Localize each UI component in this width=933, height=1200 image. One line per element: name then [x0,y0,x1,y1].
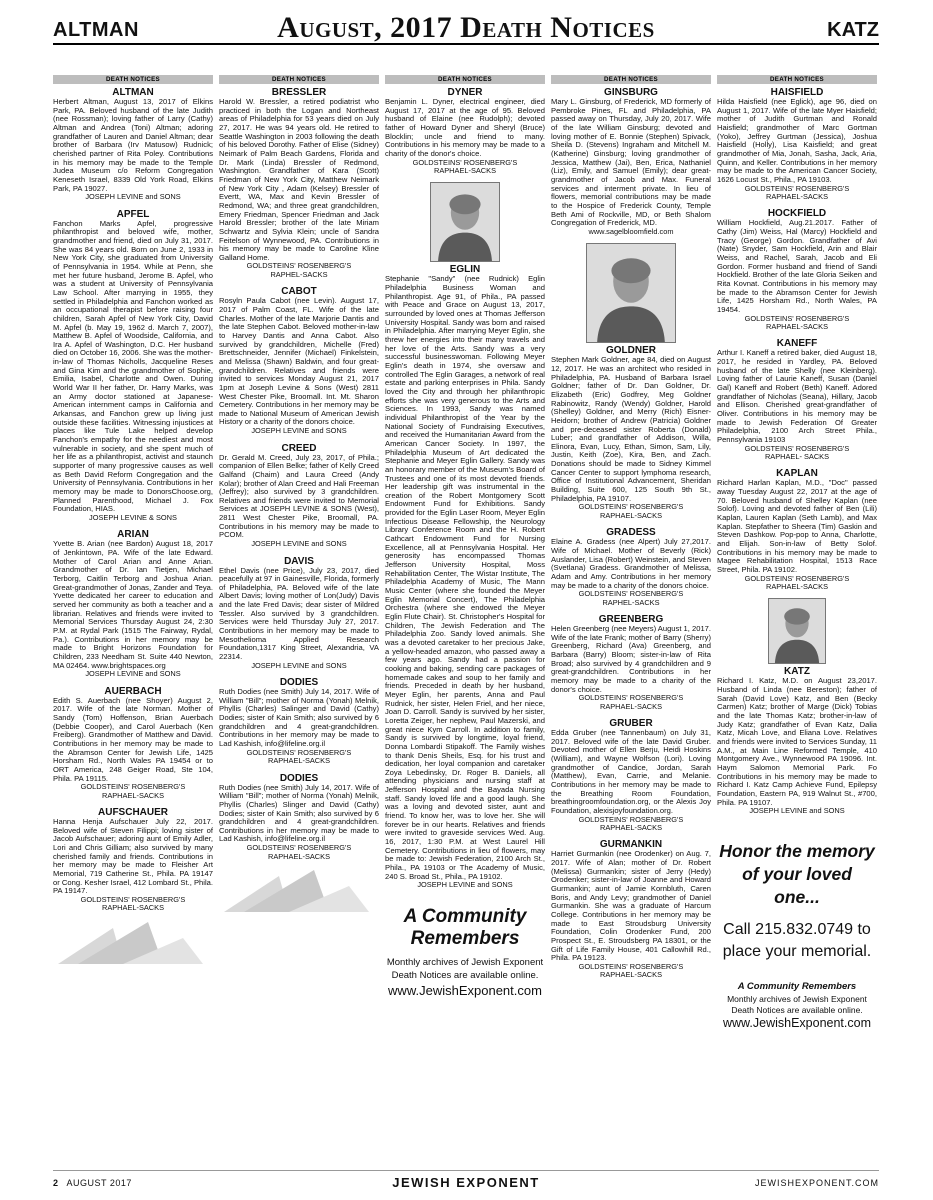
ad-call-to-action: Call 215.832.0749 to place your memorial. [722,920,872,960]
death-notice-haisfield [717,87,877,201]
notice-name: DODIES [279,677,319,689]
notice-name: DYNER [447,87,483,98]
funeral-home: JOSEPH LEVINE & SONS [89,512,177,522]
notice-text: Edith S. Auerbach (nee Shoyer) August 2, 2017. Wife of the late Norman. Mother of Sandy (Tom) Hoffenson, Brian Auerbach (Debbie Cooper), and Carol Auerbach (Ken Freiberg). Grandmother of Matthew and David. Contributions in her memory may be made to the Abramson Center for Jewish Life, 1425 Horsham Rd., North Wales PA 19454 or to ORT America, 248 Geiger Road, Ste 104, Phila. PA 19115. [53,695,213,783]
ad-subtext: Monthly archives of Jewish Exponent Death Notices are available online. [727,994,867,1016]
page-footer [53,1170,879,1188]
death-notice-ginsburg [551,87,711,236]
notice-name: AUERBACH [104,685,162,697]
page-number: 2 [53,1178,59,1188]
death-notice-arian [53,529,213,678]
notice-name: GINSBURG [604,87,658,98]
funeral-home: RAPHAEL-SACKS [267,756,331,766]
masthead [53,11,879,45]
portrait-photo [430,182,500,262]
funeral-home: RAPHAEL-SACKS [599,701,663,711]
death-notice-cabot [219,286,379,435]
notice-text: Harriet Gurmankin (nee Orodenker) on Aug. 7, 2017. Wife of Alan; mother of Dr. Robert (Melissa) Gurmankin; sister of Jerry (Hedy) Orodenker; sister-in-law of Joanne and Howard Gurmankin; aunt of Jamie Kornbluth, Caren Boris, and Andy Levy; grandmother of Daniel Gurmankin. She was a graduate of Harcum College. Contributions in her memory may be made to East Stroudsburg University Foundation, Colin Orodenker Fund, 200 Prospect St., E. Stroudsberg PA 18301, or the Gift of Life Family House, 401 Callowhill Rd., Phila. PA 19123. [551,849,711,963]
funeral-home: RAPHAEL-SACKS [267,851,331,861]
notice-text: Elaine A. Gradess (nee Alpert) July 27,2017. Wife of Michael. Mother of Beverly (Rick) Auslander, Lisa (Robert) Weinstein, and Steven (Svetlana) Gradess. Grandmother of Melissa, Adam and Amy. Contributions in her memory may be made to a charity of the donors choice. [551,537,711,590]
funeral-home: GOLDSTEINS' ROSENBERG'S [80,894,186,904]
death-notice-bressler [219,87,379,279]
funeral-home: JOSEPH LEVINE and SONS [251,426,347,436]
notice-name: HAISFIELD [770,87,824,98]
funeral-home: RAPHAEL-SACKS [765,322,829,331]
death-notice-auerbach [53,686,213,800]
funeral-home: GOLDSTEINS' ROSENBERG'S [744,183,850,193]
funeral-home: RAPHAEL-SACKS [101,903,165,913]
funeral-home: JOSEPH LEVINE and SONS [749,806,845,816]
funeral-home: GOLDSTEINS' ROSENBERG'S [578,589,684,599]
funeral-home: JOSEPH LEVINE and SONS [417,880,513,890]
funeral-home: JOSEPH LEVINE and SONS [251,539,347,549]
funeral-home: JOSEPH LEVINE and SONS [251,660,347,670]
notice-name: GURMANKIN [599,839,663,851]
ad-subheadline: A Community Remembers [737,980,857,992]
notice-text: Richard Harlan Kaplan, M.D., "Doc" passed away Tuesday August 22, 2017 at the age of 70. Beloved husband of Shelley Kaplan (nee Solof). Loving and devoted father of Ben (Lili) Kaplan, Lauren Kaplan (Seth Lamb), and Max Kaplan. Stepfather to Sheera (Tim) Gaskin and Steven Dashkow. Pop-pop to Anna, Charlotte, and Elijah. Son-in-law of Betty Solof. Contributions in his memory may be made to Magee Rehabilitation Hospital, 1513 Race Street, Phila. PA 19102. [717,478,877,574]
notice-name: GRADESS [606,527,656,539]
death-notice-eglin [385,182,545,889]
funeral-home: RAPHEL-SACKS [602,597,660,607]
memorial-ad [717,840,877,1031]
notice-text: William Hockfield, Aug.21.2017. Father of Cathy (Jim) Weiss, Hal (Marcy) Hockfield and Tracy (George) Gordon. Grandfather of Avi (Nate) Snyder, Sam Hockfield, Arin and Blair Weiss, and Rachel, Sarah, Jacob and Eli Gordon. Former husband and friend of Sandi Hockfield. Brother of the late Gloria Seiken and Rita Kovnat. Contributions in his memory may be made to the Abramson Center for Jewish Life, 1425 Horsham Rd., North Wales, PA 19454. [717,218,877,314]
notice-text: Stephanie "Sandy" (nee Rudnick) Eglin Philadelphia Business Woman and Philanthropist. Age 91, of Phila., PA passed with Peace and Grace on August 13, 2017, surrounded by loved ones at Thomas Jefferson University Hospital. Sandy was born and raised in Philadelphia. After marrying Meyer Eglin, she threw her energies into their many travels and her love of the Arts. Sandy was a very successful businesswoman. Following Meyer Eglin's death in 1974, she oversaw and controlled The Eglin Garages, a network of real estate and parking enterprises in Phila. Sandy loved the City and through her philanthropic efforts she was very generous to the Arts and Sciences. In 1993, Sandy was named individual Philanthropist of the Year by the National Society of Fundraising Executives, and received the Humanitarian Award from the American Cancer Society. In 1997, the Philadelphia Museum of Art dedicated the Stephanie and Meyer Eglin Gallery. Sandy was an honorary member of the Museum's Board of Trustees and one of its most devoted friends. Her leadership gift was instrumental in the creation of the Robert Montgomery Scott Endowment Fund for Exhibitions. Sandy provided for the Eglin Laser Room, Meyer Eglin Infectious Disease Fellowship, the Neurology Library Conference Room and the H. Robert Cathcart Endowment Fund for Nursing Excellence, all at Pennsylvania Hospital. Her generosity has encompassed Thomas Jefferson University Hospital, Moss Rehabilitation Center, The Wistar Institute, The Philadelphia Academy of Music, The Mann Music Center (where she founded the Meyer Eglin Memorial Concert), The Philadelphia Orchestra (where she endowed the Meyer Eglin Flute Chair). St. Christopher's Hospital for Children, The Jewish Federation and The Philadelphia Zoo. Sandy loved animals. She was a devoted caretaker to her precious Jake, a yellow-headed amazon, who passed away a few years ago. Sandy had a passion for cooking and baking, sending care packages of homemade cakes and soup to her family and friends. Preceded in death by her husband, Meyer Eglin, her parents, Anna and Paul Rudnick, her sister, Helen Friel, and her niece, Joan D. Carroll. Sandy is survived by her sister, Loretta Zeiger, her nephew, Paul Mazerski, and great niece Kym Carroll. In addition to family, Sandy is survived by longtime, loyal friend, Donna Lombardi Stipakoff. The Family wishes to thank Denis Sheils, Esq. for his trust and dedication, her loyal companion and caretaker Zoya Lebedinsky, Dr. Roger B. Daniels, all attending physicians and nursing staff at Jefferson Hospital and the Bayada Nursing staff. Sandy loved life and a good laugh. She was a loving and devoted sister, aunt and friend. To know her, was to love her. She will forever be in our hearts. Relatives and friends were invited to graveside services Wed. Aug. 16, 2017, 1:30 P.M. at West Laurel Hill Cemetery. Contributions in lieu of flowers, may be made to: Jewish Federation, 2100 Arch St., Phila., PA 19103 or The Academy of Music, 240 S. Broad St., Phila., PA 19102. [385,274,545,881]
community-remembers-promo [385,906,545,996]
column-1 [53,75,213,1155]
funeral-home: www.sagelbloomfield.com [588,226,674,236]
funeral-home: GOLDSTEINS' ROSENBERG'S [246,261,352,271]
notice-name: DODIES [279,772,319,784]
notice-name: HOCKFIELD [767,208,827,220]
notice-name: GREENBERG [598,613,664,625]
funeral-home: RAPHAEL-SACKS [101,790,165,800]
notice-text: Fanchon Marks Apfel, progressive philanthropist and beloved wife, mother, grandmother and friend, died on July 31, 2017. She was 84 years old. Born on June 2, 1933 in New York City, she graduated from University of Pennsylvania in 1954. While at Penn, she met her future husband, Jerome B. Apfel, who was a student at University of Pennsylvania Law School. After marrying in 1955, they settled in Philadelphia and Fanchon worked as an occupational therapist before raising four children, Sarah Apfel of New York City, David M. Apfel (b. May 19, 1962 d. March 7, 2007), Matthew B. Apfel of Woodside, California, and Ira A. Apfel of Washington, D.C. Her husband died on October 16, 2006. She was the mother-in-law of Thomas Nicholls, Jacqueline Reses and Gina Kim and the grandmother of Sophie, Emilia, Isabel, Charlotte and Owen. During World War II her father, Dr. Harry Marks, was an Army doctor stationed at Japanese-American internment camps in California and Arkansas, and Fanchon grew up living just outside these facilities. Witnessing injustices at places like Tule Lake helped develop Fanchon's empathy for the neediest and most vulnerable in society, and she spent much of her life as a philanthropist, activist and staunch supporter of many progressive causes as well as Beth David Reform Congregation and the University of Pennsylvania. Contributions in her memory may be made to DonorsChoose.org, Planned Parenthood, Michael J. Fox Foundation, HIAS. [53,218,213,514]
notice-text: Harold W. Bressler, a retired podiatrist who practiced in both the Logan and Northeast areas of Philadelphia for 53 years died on July 27, 2017. He was 94 years old. He retired to Seattle Washington in 2003 following the death of his beloved Dorothy. Father of Elise (Sidney) Neimark of Palm Beach Gardens, Florida and Dr. Mark (Linda) Bressler of Redmond, Washington. Grandfather of Kara (Scott) Friedman of New York City, Matthew Neimark of New York City , Adam (Kelsey) Bressler of Evertt, WA, Max and Kevin Bressler of Redmond, WA; and three great grandchildren, Emery Friedman, Spencer Friedman and Jack Harold Bressler; brother of the late Miriam Schwartz and Sylvia Klein; uncle of Sandra Feitelson of Wynnewood, PA. Contributions in his memory may be made to Caroline Kline Galland Home. [219,97,379,262]
promo-headline: A Community Remembers [403,905,527,949]
death-notice-gruber [551,718,711,832]
funeral-home: GOLDSTEINS' ROSENBERG'S [744,313,850,323]
notice-text: Ruth Dodies (nee Smith) July 14, 2017. Wife of William "Bill"; mother of Norma (Yonah) Melnik, Phyllis (Charles) Salinger and David (Cathy) Dodies; sister of Kain Smith; also survived by 6 grandchildren and 4 great-grandchildren. Contributions in her memory may be made to Lad Kashish, info@lifeline.org.il [219,687,379,749]
notice-text: Dr. Gerald M. Creed, July 23, 2017, of Phila.; companion of Ellen Belke; father of Kelly Creed Galfand (Chaim) and Laura Creed (Andy Kolar); brother of Alan Creed and Hali Freeman (Jeffrey); also survived by 3 grandchildren. Relatives and friends were invited to Memorial Services at JOSEPH LEVINE & SONS (West), 2811 West Chester Pike, Broomall, PA. Contributions in his memory may be made to PCOM. [219,452,379,540]
promo-website-link[interactable]: www.JewishExponent.com [388,982,542,998]
funeral-home: RAPHAEL-SACKS [599,970,663,980]
notice-name: KATZ [784,666,810,678]
funeral-home: GOLDSTEINS' ROSENBERG'S [412,157,518,167]
notice-text: Hanna Henja Aufschauer July 22, 2017. Beloved wife of Steven Filippi; loving sister of Jacob Aufschauer; adoring aunt of Emily Adler, Lori and Chris Gilliam; also survived by many cherished family and friends. Contributions in her memory may be made to Fleisher Art Memorial, 719 Catherine St., Phila. PA 19147 or Cong. Kesher Israel, 412 Lombard St., Phila. PA 19147. [53,816,213,896]
death-notice-gurmankin [551,839,711,979]
death-notice-creed [219,443,379,549]
notice-text: Arthur I. Kaneff a retired baker, died August 18, 2017, he resided in Yardley, PA. Beloved husband of the late Shelly (nee Kleinberg). Loving father of Laurie Kaneff, Susan (Daniel Gal) Kaneff and Robert (Beth) Kaneff. Adored grandfather of Nicholas (Seana), Hillary, Jacob and Ellison. Cherished great-grandfather of Oliver. Contributions in his memory may be made to Jewish Federation Of Greater Philadelphia, 2100 Arch Street Phila., Pennsylvania 19103 [717,348,877,444]
notice-text: Ethel Davis (nee Price), July 23, 2017, died peacefully at 97 in Gainesville, Florida, formerly of Philadelphia, PA. Beloved wife of the late Albert Davis; loving mother of Lon(Judy) Davis and the late Fred Davis; dear sister of Mildred Tessler. Also survived by 3 grandchildren. Services were held Thursday July 27, 2017. Contributions in her memory may be made to Mesothelioma Applied Research Foundation,1317 King Street, Alexandria, VA 22314. [219,565,379,662]
notice-text: Yvette B. Arian (nee Bardon) August 18, 2017 of Jenkintown, PA. Wife of the late Edward. Mother of Carol Arian and Anne Arian. Grandmother of Dr. Ian Tietjen, Michael Terborg, Caitlin Terborg and Joshua Arian. Great-grandmother of Jonas, Zander and Teya. Yvette dedicated her career to education and served her community as both a teacher and a librarian. Relatives and friends were invited to Memorial Services Thursday August 24, 2:30 P.M. at Rydal Park (1515 The Fairway, Rydal, Pa.). Contributions in her memory may be made to Bright Horizons Foundation for Children, 233 Needham St. Suite 440 Newton, MA 02464. www.brightspaces.org [53,539,213,670]
funeral-home: GOLDSTEINS' ROSENBERG'S [744,573,850,583]
column-4 [551,75,711,1155]
funeral-home: GOLDSTEINS' ROSENBERG'S [578,502,684,512]
section-header: DEATH NOTICES [717,75,877,84]
notice-text: Hilda Haisfield (nee Eglick), age 96, died on August 1, 2017. Wife of the late Myer Haisfield; mother of Judith Gurtman and Ronald Haisfield; grandmother of Marc Gortman (Yoko), Jeffrey Gurtman (Jessica), Joshua Haisfield (Holly), Lisa Kaisfield; and great grandmother of Mia, Jonah, Sasha, Jack, Aria, Quinn, and Keller. Contributions in her memory may be made to the American Cancer Society, 1626 Locust St., Phila., PA 19103. [717,97,877,184]
death-notice-apfel [53,209,213,523]
funeral-home: GOLDSTEINS' ROSENBERG'S [80,782,186,792]
notice-name: KANEFF [776,338,818,350]
notice-name: EGLIN [449,264,481,276]
ad-headline: Honor the memory of your loved one... [719,840,875,907]
portrait-photo [586,243,676,343]
death-notice-dodies [219,773,379,861]
funeral-home: JOSEPH LEVINE and SONS [85,192,181,202]
portrait-photo [768,598,826,664]
notice-name: AUFSCHAUER [98,806,168,818]
death-notice-gradess [551,527,711,607]
column-3 [385,75,545,1155]
notice-name: GRUBER [609,718,653,730]
funeral-home: RAPHAEL-SACKS [765,582,829,592]
decorative-graphic [219,868,379,914]
notice-name: DAVIS [284,555,314,567]
death-notice-dyner [385,87,545,175]
funeral-home: RAPHEL-SACKS [270,269,328,279]
masthead-right-name: KATZ [827,19,879,41]
decorative-graphic [53,920,213,966]
notice-name: BRESSLER [271,87,327,98]
notice-name: KAPLAN [776,468,818,480]
funeral-home: RAPHAEL-SACKS [599,823,663,832]
death-notice-kaneff [717,338,877,461]
death-notice-kaplan [717,468,877,591]
footer-month: AUGUST 2017 [66,1178,132,1188]
website-link[interactable]: JEWISHEXPONENT.COM [754,1178,879,1188]
section-header: DEATH NOTICES [385,75,545,84]
notice-text: Ruth Dodies (nee Smith) July 14, 2017. Wife of William "Bill"; mother of Norma (Yonah) Melnik, Phyllis (Charles) Slinger and David (Cathy) Dodies; sister of Kain Smith; also survived by 6 grandchildren and 4 great-grandchildren. Contributions in her memory may be made to Lad Kashish, info@lifeline.org.il [219,782,379,844]
funeral-home: GOLDSTEINS' ROSENBERG'S [246,747,352,757]
notice-name: GOLDNER [606,345,656,357]
death-notice-aufschauer [53,807,213,913]
notice-text: Edda Gruber (nee Tannenbaum) on July 31, 2017. Beloved wife of the late David Gruber. Devoted mother of Ellen Berju, Heidi Hoskins (William), and Wayne Wolfson (Lori). Loving grandmother of Candice, Jordan, Sarah (Matthew), Evan, Carrie, and Melanie. Contributions in her memory may be made to the Breathing Room Foundation, breathingroomfoundation.org, or the Alexis Joy Foundation, alexisjoyfoundation.org. [551,728,711,815]
funeral-home: RAPHAEL- SACKS [764,452,830,462]
death-notice-goldner [551,243,711,520]
notice-name: ALTMAN [112,87,154,98]
publication-name: JEWISH EXPONENT [392,1175,540,1190]
notice-name: CABOT [281,286,317,298]
funeral-home: GOLDSTEINS' ROSENBERG'S [578,814,684,824]
funeral-home: GOLDSTEINS' ROSENBERG'S [744,443,850,453]
notice-text: Helen Greenberg (nee Meyers) August 1, 2017. Wife of the late Frank; mother of Barry (Sherry) Greenberg, Richard (Ava) Greenberg, and Barbara (Barry) Bloom; sister-in-law of Rita Broad; also survived by 4 grandchildren and 9 great-grandchildren. Contributions in her memory may be made to a charity of the donor's choice. [551,623,711,694]
notice-text: Mary L. Ginsburg, of Frederick, MD formerly of Pembroke Pines, FL and Philadelphia, PA passed away on Thursday, July 20, 2017. Wife of the late William Ginsburg; devoted and loving mother of E. Bonnie (Stephen) Spivack, Sheila D. (Stevens) Ingraham and Mitchell M. (Katherine) Ginsburg; loving grandmother of Jessica, Matthew (Jai), Ben, Erica, Nathaniel (Liz), Emily, and Samuel (Emily); dear great-grandmother of Jacob and Max. Funeral services and interment private. In lieu of flowers, memorial contributions may be made to the Hospice of Frederick County, Temple Beth Ami of Rockville, MD, or Beth Shalom Congregation of Frederick, MD. [551,97,711,228]
funeral-home: RAPHAEL-SACKS [765,191,829,201]
notice-text: Richard I. Katz, M.D. on August 23,2017. Husband of Linda (nee Bereston); father of Sarah (David Love) Katz, and Ben (Becky Carmen) Katz; brother of Marge (Dick) Tobias and the late Thomas Katz; brother-in-law of Judy Katz; grandfather of Evan Katz, Dalia Katz, Micah Love, and Eliana Love. Relatives and friends were invited to Services Sunday, 11 A.M., at Main Line Reformed Temple, 410 Montgomery Ave., Wynnewood PA 19096. Int. Haym Salomon Memorial Park. Fo Contributions in his memory may be made to Richard I. Katz Camp Achieve Fund, Epilepsy Foundation, Eastern PA, 919 Walnut St., #700, Phila. PA 19107. [717,676,877,807]
death-notice-dodies [219,677,379,765]
notice-text: Stephen Mark Goldner, age 84, died on August 12, 2017. He was an architect who resided in Philadelphia, PA. Husband of Barbara Israel Goldner; father of Dr. Dan Goldner, Dr. Elizabeth (Eric) Godfrey, Meg Goldner Rabinowitz, Randy (Wendy) Goldner, Harold (Shelley) Goldner, and Merry (Rich) Eisner-Heidorn; brother of Andrew (Patricia) Goldner and pre-deceased sister Roberta (Donald) Luber; and grandfather of Addison, Willa, Elinora, Evan, Lucy, Ethan, Simon, Sam, Lily, Justin, Keith (Zoe), Kira, Ben, and Zach. Donations should be made to Sidney Kimmel Cancer Center to support lymphoma research, Office of Institutional Advancement, Sheridan Building, Suite 600, 125 South 9th St., Philadelphia, PA 19107. [551,355,711,503]
funeral-home: GOLDSTEINS' ROSENBERG'S [246,843,352,853]
death-notice-greenberg [551,614,711,711]
page-title: August, 2017 Death Notices [277,11,655,44]
notice-text: Benjamin L. Dyner, electrical engineer, died August 17, 2017 at the age of 95. Beloved husband of Elaine (nee Rudolph); devoted father of Howard Dyner and Sheryl (Bruce) Blocklin; uncle and friend to many. Contributions in his memory may be made to a charity of the donor's choice. [385,97,545,158]
funeral-home: RAPHAEL-SACKS [599,510,663,520]
column-5 [717,75,877,1155]
notice-name: ARIAN [117,529,149,541]
section-header: DEATH NOTICES [551,75,711,84]
promo-subtext: Monthly archives of Jewish Exponent Death Notices are available online. [386,956,544,981]
death-notice-katz [717,598,877,815]
death-notice-altman [53,87,213,202]
notice-name: CREED [281,442,317,454]
section-header: DEATH NOTICES [53,75,213,84]
ad-website-link[interactable]: www.JewishExponent.com [723,1016,871,1031]
funeral-home: RAPHAEL-SACKS [433,166,497,175]
notice-text: Herbert Altman, August 13, 2017 of Elkins Park, PA. Beloved husband of the late Judith (nee Rossman); loving father of Larry (Cathy) Altman and Andrea (Toni) Altman; adoring grandfather of Lauren and Daniel Altman; dear brother of Barbara (Irv Matusow) Rudnick; cherished partner of Rita Poley. Contributions in his memory may be made to the Temple Judea Museum c/o Reform Congregation Keneseth Israel, 8339 Old York Road, Elkins Park, PA 19027. [53,97,213,193]
column-2 [219,75,379,1155]
notice-text: Rosyln Paula Cabot (nee Levin). August 17, 2017 of Palm Coast, FL. Wife of the late Charles. Mother of the late Marjorie Dantis and the late Stephen Cabot. Beloved mother-in-law to Harvey Dantis and Anna Cabot. Also survived by grandchildren, Michelle (Fred) Brettschneider, Jennifer (Michael) Finkelstein, and Melissa (Shawn) Baldwin, and four great-grandchildren. Relatives and friends were invited to services Monday August 21, 2017 1pm at Joseph Levine & Sons (West) 2811 West Chester Pike, Broomall. Int. Mt. Sharon Cemetery. Contributions in her memory may be made to National Museum of American Jewish History or a charity of the donors choice. [219,296,379,427]
funeral-home: GOLDSTEINS' ROSENBERG'S [578,693,684,703]
notice-name: APFEL [116,208,150,220]
section-header: DEATH NOTICES [219,75,379,84]
funeral-home: GOLDSTEINS' ROSENBERG'S [578,961,684,971]
death-notice-hockfield [717,208,877,331]
funeral-home: JOSEPH LEVINE and SONS [85,669,181,679]
masthead-left-name: ALTMAN [53,19,139,41]
death-notice-davis [219,556,379,671]
